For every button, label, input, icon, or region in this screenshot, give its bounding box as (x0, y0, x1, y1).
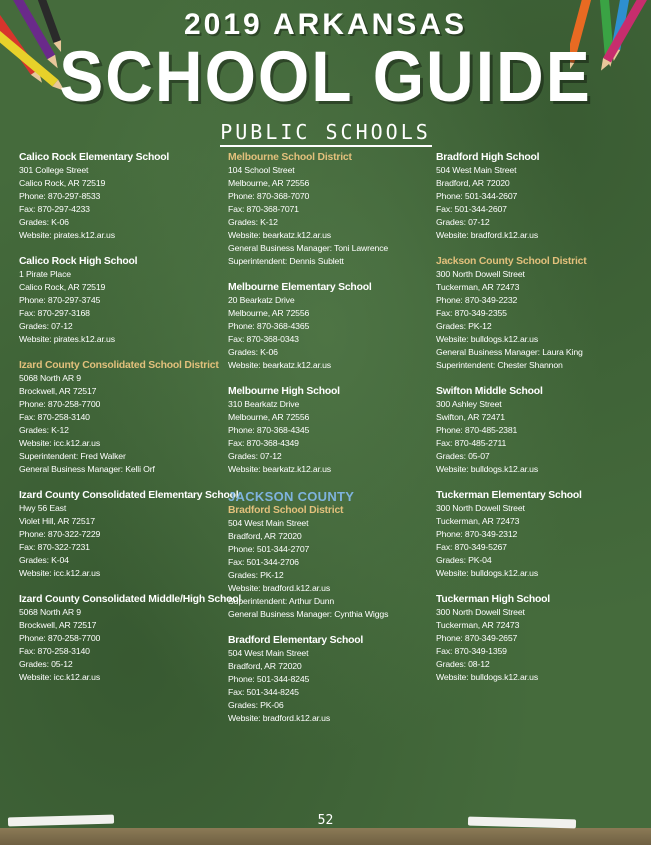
info-line: Phone: 870-368-4345 (228, 425, 310, 435)
info-line: Fax: 870-368-0343 (228, 334, 299, 344)
website-line: Website: bradford.k12.ar.us (436, 230, 539, 240)
info-line: Phone: 870-258-7700 (19, 399, 101, 409)
info-line: Superintendent: Chester Shannon (436, 360, 563, 370)
website-line: Website: bearkatz.k12.ar.us (228, 464, 331, 474)
info-line: Grades: 08-12 (436, 659, 490, 669)
school-entry (19, 593, 242, 684)
info-line: Phone: 501-344-2607 (436, 191, 518, 201)
website-line: Website: pirates.k12.ar.us (19, 334, 115, 344)
info-line: Fax: 870-368-4349 (228, 438, 299, 448)
info-line: Tuckerman, AR 72473 (436, 620, 520, 630)
school-name: Swifton Middle School (436, 386, 543, 397)
info-line: 5068 North AR 9 (19, 607, 81, 617)
info-line: 300 Ashley Street (436, 399, 502, 409)
school-entry (436, 151, 641, 242)
info-line: 20 Bearkatz Drive (228, 295, 295, 305)
info-line: Brockwell, AR 72517 (19, 620, 97, 630)
info-line: Bradford, AR 72020 (436, 178, 510, 188)
website-line: Website: bulldogs.k12.ar.us (436, 568, 539, 578)
info-line: Melbourne, AR 72556 (228, 308, 310, 318)
website-line: Website: bradford.k12.ar.us (228, 713, 331, 723)
school-entry (436, 489, 641, 580)
directory-column-1 (19, 151, 242, 697)
school-name: Tuckerman High School (436, 594, 550, 605)
info-line: Calico Rock, AR 72519 (19, 282, 106, 292)
info-line: Phone: 870-258-7700 (19, 633, 101, 643)
info-line: 5068 North AR 9 (19, 373, 81, 383)
info-line: Fax: 870-349-2355 (436, 308, 507, 318)
info-line: General Business Manager: Cynthia Wiggs (228, 609, 389, 619)
info-line: 504 West Main Street (228, 648, 309, 658)
info-line: Bradford, AR 72020 (228, 531, 302, 541)
info-line: Brockwell, AR 72517 (19, 386, 97, 396)
info-line: Grades: PK-12 (228, 570, 284, 580)
info-line: 300 North Dowell Street (436, 503, 525, 513)
info-line: Melbourne, AR 72556 (228, 178, 310, 188)
info-line: Grades: K-06 (228, 347, 278, 357)
website-line: Website: bradford.k12.ar.us (228, 583, 331, 593)
school-entry (436, 385, 641, 476)
info-line: Grades: PK-06 (228, 700, 284, 710)
website-line: Website: icc.k12.ar.us (19, 672, 101, 682)
info-line: Phone: 501-344-8245 (228, 674, 310, 684)
info-line: Tuckerman, AR 72473 (436, 516, 520, 526)
info-line: Fax: 501-344-2607 (436, 204, 507, 214)
info-line: Grades: K-06 (19, 217, 69, 227)
info-line: Fax: 501-344-8245 (228, 687, 299, 697)
website-line: Website: bulldogs.k12.ar.us (436, 672, 539, 682)
info-line: 300 North Dowell Street (436, 607, 525, 617)
info-line: General Business Manager: Laura King (436, 347, 583, 357)
info-line: 310 Bearkatz Drive (228, 399, 300, 409)
website-line: Website: pirates.k12.ar.us (19, 230, 115, 240)
info-line: Phone: 870-349-2312 (436, 529, 518, 539)
website-line: Website: icc.k12.ar.us (19, 568, 101, 578)
district-name: Melbourne School District (228, 152, 352, 163)
info-line: Fax: 870-297-4233 (19, 204, 90, 214)
school-name: Izard County Consolidated Elementary School (19, 490, 239, 501)
chalk-tray (0, 828, 651, 845)
district-entry (436, 255, 641, 372)
school-entry (19, 489, 239, 580)
info-line: Superintendent: Arthur Dunn (228, 596, 335, 606)
district-name: Bradford School District (228, 505, 344, 516)
info-line: Fax: 870-485-2711 (436, 438, 507, 448)
info-line: Fax: 870-322-7231 (19, 542, 90, 552)
school-entry (228, 281, 433, 372)
school-entry (19, 255, 224, 346)
info-line: 300 North Dowell Street (436, 269, 525, 279)
info-line: Grades: 07-12 (19, 321, 73, 331)
info-line: Fax: 870-349-1359 (436, 646, 507, 656)
info-line: Bradford, AR 72020 (228, 661, 302, 671)
info-line: Fax: 870-258-3140 (19, 646, 90, 656)
directory-column-2 (228, 151, 433, 738)
info-line: Phone: 870-322-7229 (19, 529, 101, 539)
info-line: Superintendent: Dennis Sublett (228, 256, 344, 266)
info-line: Phone: 870-297-8533 (19, 191, 101, 201)
website-line: Website: bearkatz.k12.ar.us (228, 360, 331, 370)
info-line: 1 Pirate Place (19, 269, 71, 279)
website-line: Website: icc.k12.ar.us (19, 438, 101, 448)
info-line: Tuckerman, AR 72473 (436, 282, 520, 292)
school-entry (19, 151, 224, 242)
info-line: Grades: K-12 (19, 425, 69, 435)
info-line: 301 College Street (19, 165, 89, 175)
subtitle-underline (220, 145, 432, 147)
section-subtitle: PUBLIC SCHOOLS (220, 120, 431, 144)
info-line: Phone: 870-485-2381 (436, 425, 518, 435)
school-name: Tuckerman Elementary School (436, 490, 582, 501)
info-line: Grades: 05-12 (19, 659, 73, 669)
guide-year-title: 2019 ARKANSAS (184, 8, 467, 41)
district-name: Jackson County School District (436, 256, 587, 267)
info-line: Superintendent: Fred Walker (19, 451, 126, 461)
info-line: Phone: 501-344-2707 (228, 544, 310, 554)
info-line: Calico Rock, AR 72519 (19, 178, 106, 188)
directory-column-3 (436, 151, 641, 697)
info-line: Grades: K-04 (19, 555, 69, 565)
info-line: Fax: 501-344-2706 (228, 557, 299, 567)
district-name: Izard County Consolidated School District (19, 360, 219, 371)
district-entry (228, 489, 433, 621)
school-name: Calico Rock Elementary School (19, 152, 170, 163)
website-line: Website: bulldogs.k12.ar.us (436, 334, 539, 344)
school-entry (228, 385, 433, 476)
info-line: Grades: PK-04 (436, 555, 492, 565)
info-line: Fax: 870-297-3168 (19, 308, 90, 318)
school-name: Bradford High School (436, 152, 540, 163)
info-line: Phone: 870-297-3745 (19, 295, 101, 305)
district-entry (19, 359, 224, 476)
school-name: Bradford Elementary School (228, 635, 364, 646)
info-line: Melbourne, AR 72556 (228, 412, 310, 422)
school-entry (228, 634, 433, 725)
school-entry (436, 593, 641, 684)
info-line: 104 School Street (228, 165, 295, 175)
info-line: Grades: 07-12 (228, 451, 282, 461)
info-line: Grades: 07-12 (436, 217, 490, 227)
district-entry (228, 151, 433, 268)
info-line: Phone: 870-368-7070 (228, 191, 310, 201)
info-line: Fax: 870-258-3140 (19, 412, 90, 422)
school-name: Melbourne Elementary School (228, 282, 372, 293)
info-line: Phone: 870-349-2232 (436, 295, 518, 305)
school-name: Izard County Consolidated Middle/High School (19, 594, 242, 605)
info-line: Fax: 870-349-5267 (436, 542, 507, 552)
school-name: Calico Rock High School (19, 256, 138, 267)
info-line: 504 West Main Street (228, 518, 309, 528)
info-line: Violet Hill, AR 72517 (19, 516, 95, 526)
info-line: Grades: K-12 (228, 217, 278, 227)
info-line: Phone: 870-349-2657 (436, 633, 518, 643)
info-line: General Business Manager: Kelli Orf (19, 464, 155, 474)
info-line: Fax: 870-368-7071 (228, 204, 299, 214)
guide-main-title: SCHOOL GUIDE (59, 36, 592, 116)
info-line: Grades: PK-12 (436, 321, 492, 331)
school-name: Melbourne High School (228, 386, 340, 397)
info-line: General Business Manager: Toni Lawrence (228, 243, 389, 253)
website-line: Website: bearkatz.k12.ar.us (228, 230, 331, 240)
info-line: Hwy 56 East (19, 503, 67, 513)
county-heading: JACKSON COUNTY (228, 489, 355, 504)
info-line: Phone: 870-368-4365 (228, 321, 310, 331)
info-line: Grades: 05-07 (436, 451, 490, 461)
info-line: 504 West Main Street (436, 165, 517, 175)
website-line: Website: bulldogs.k12.ar.us (436, 464, 539, 474)
page-number: 52 (317, 813, 334, 828)
info-line: Swifton, AR 72471 (436, 412, 505, 422)
